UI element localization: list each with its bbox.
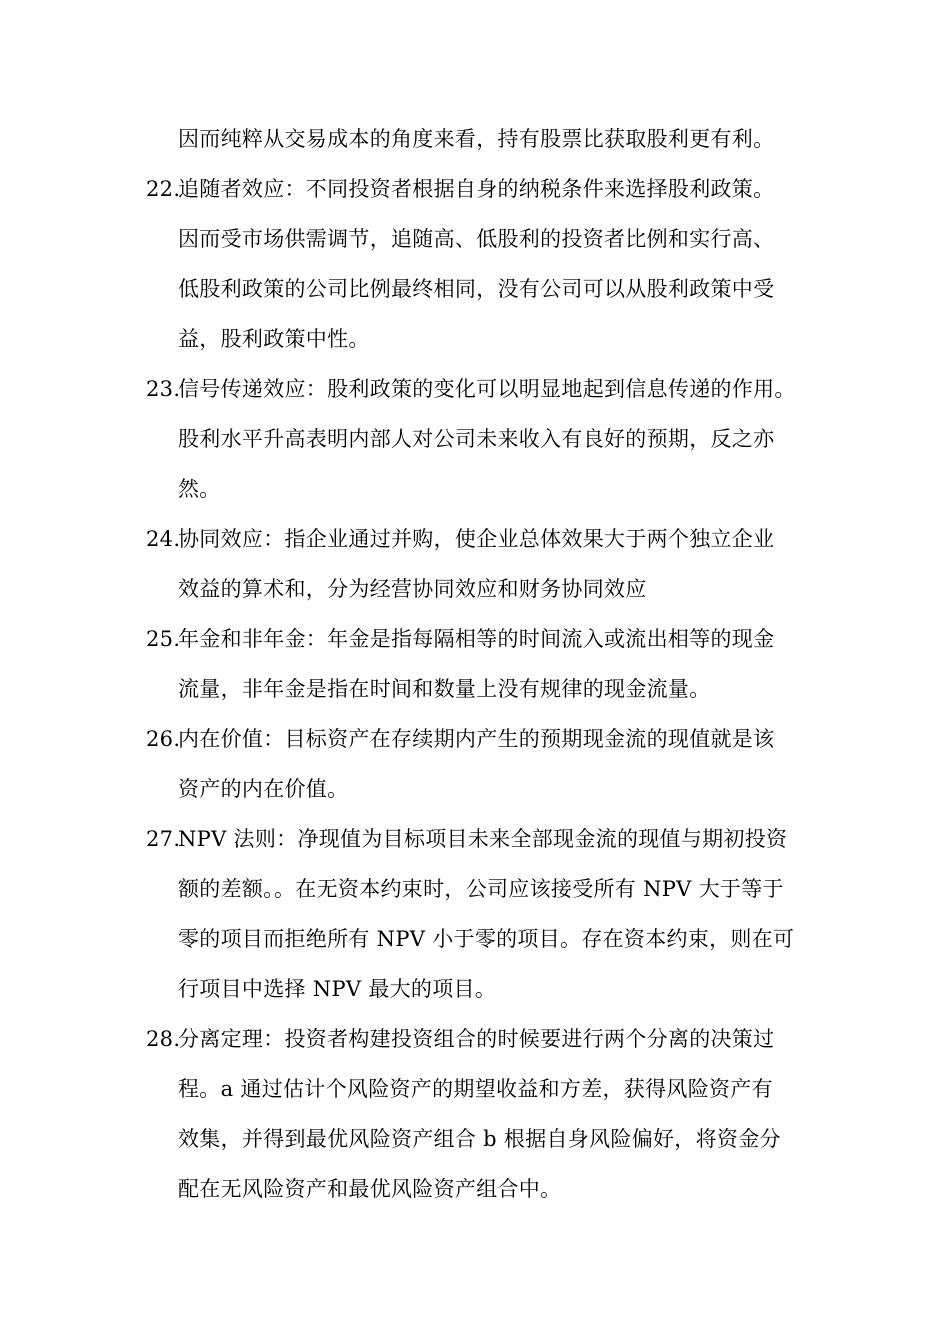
item-line: 信号传递效应：股利政策的变化可以明显地起到信息传递的作用。 (178, 377, 796, 401)
list-item-26 (146, 714, 806, 814)
continuation-line: 因而纯粹从交易成本的角度来看，持有股票比获取股利更有利。 (178, 127, 775, 151)
list-item-25 (146, 614, 806, 714)
list-item-28 (146, 1014, 806, 1214)
item-line: 因而受市场供需调节，追随高、低股利的投资者比例和实行高、 (178, 227, 775, 251)
item-line: 行项目中选择 NPV 最大的项目。 (178, 977, 497, 1001)
item-line: 程。a 通过估计个风险资产的期望收益和方差，获得风险资产有 (178, 1077, 773, 1101)
item-number: 26. (146, 727, 181, 751)
item-number: 25. (146, 627, 181, 651)
list-item-22 (146, 164, 806, 364)
item-line: 效集，并得到最优风险资产组合 b 根据自身风险偏好，将资金分 (178, 1127, 781, 1151)
item-line: 然。 (178, 477, 221, 501)
list-item-27 (146, 814, 806, 1014)
item-number: 28. (146, 1027, 181, 1051)
item-line: 追随者效应：不同投资者根据自身的纳税条件来选择股利政策。 (178, 177, 775, 201)
item-line: 效益的算术和，分为经营协同效应和财务协同效应 (178, 577, 647, 601)
item-line: 配在无风险资产和最优风险资产组合中。 (178, 1177, 562, 1201)
item-line: 协同效应：指企业通过并购，使企业总体效果大于两个独立企业 (178, 527, 775, 551)
item-line: NPV 法则：净现值为目标项目未来全部现金流的现值与期初投资 (178, 827, 788, 851)
item-line: 资产的内在价值。 (178, 777, 349, 801)
item-number: 23. (146, 377, 181, 401)
item-number: 22. (146, 177, 181, 201)
list-item-24 (146, 514, 806, 614)
item-number: 24. (146, 527, 181, 551)
document-body (146, 114, 806, 1214)
item-line: 低股利政策的公司比例最终相同，没有公司可以从股利政策中受 (178, 277, 775, 301)
item-line: 年金和非年金：年金是指每隔相等的时间流入或流出相等的现金 (178, 627, 775, 651)
list-item-23 (146, 364, 806, 514)
item-line: 益，股利政策中性。 (178, 327, 370, 351)
item-line: 额的差额。。在无资本约束时，公司应该接受所有 NPV 大于等于 (178, 877, 784, 901)
item-line: 流量，非年金是指在时间和数量上没有规律的现金流量。 (178, 677, 711, 701)
item-line: 分离定理：投资者构建投资组合的时候要进行两个分离的决策过 (178, 1027, 775, 1051)
item-line: 零的项目而拒绝所有 NPV 小于零的项目。存在资本约束，则在可 (178, 927, 795, 951)
item-line: 内在价值：目标资产在存续期内产生的预期现金流的现值就是该 (178, 727, 775, 751)
item-line: 股利水平升高表明内部人对公司未来收入有良好的预期，反之亦 (178, 427, 775, 451)
item-number: 27. (146, 827, 181, 851)
